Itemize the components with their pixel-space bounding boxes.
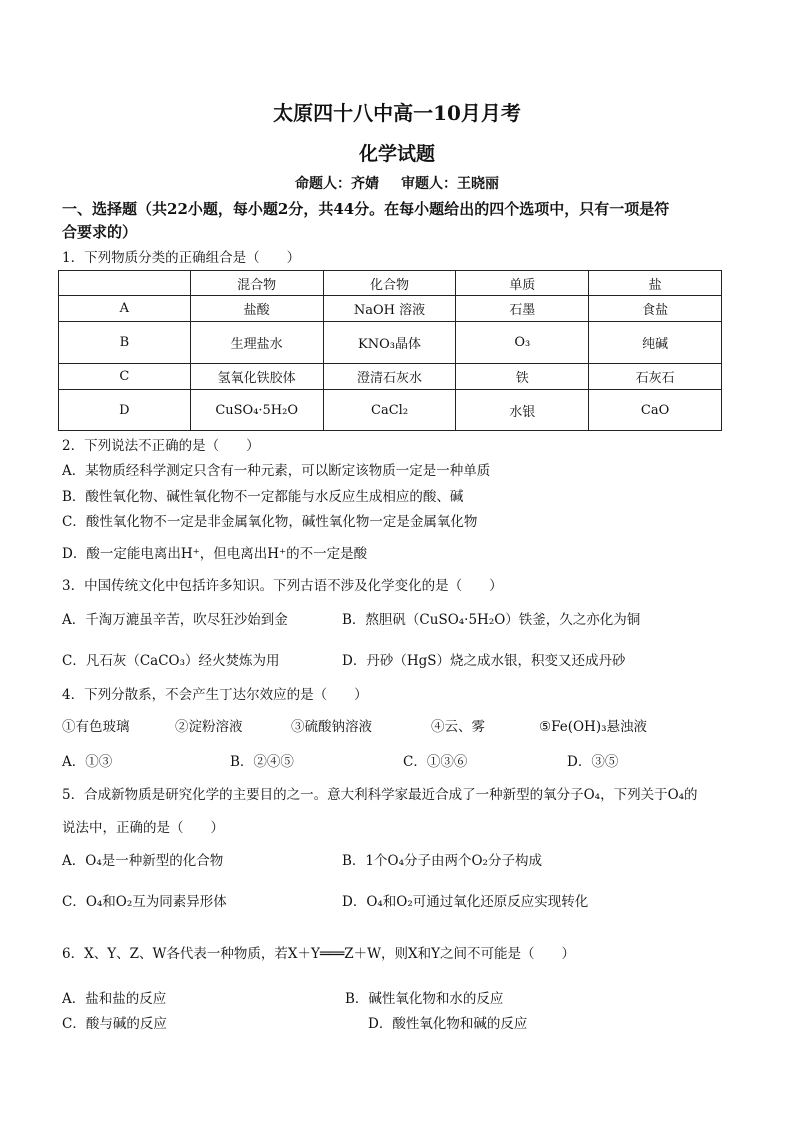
q6-option-c: C．酸与碱的反应 xyxy=(62,1016,167,1032)
q1-classification-table xyxy=(58,270,722,431)
table-cell: NaOH 溶液 xyxy=(323,296,456,322)
q3-stem: 3．中国传统文化中包括许多知识。下列古语不涉及化学变化的是（ ） xyxy=(62,578,503,594)
q2-stem: 2．下列说法不正确的是（ ） xyxy=(62,438,260,454)
table-row xyxy=(59,322,722,364)
table-cell: 石灰石 xyxy=(589,364,722,390)
table-cell: A xyxy=(59,296,191,322)
q5-option-b: B．1个O₄分子由两个O₂分子构成 xyxy=(342,853,542,869)
table-cell: CaCl₂ xyxy=(323,390,456,431)
table-cell: CaO xyxy=(589,390,722,431)
author-line xyxy=(0,173,794,193)
q3-option-c: C．凡石灰（CaCO₃）经火焚炼为用 xyxy=(62,653,280,669)
table-cell: D xyxy=(59,390,191,431)
reviewer-name: 王晓丽 xyxy=(457,176,499,192)
q5-option-d: D．O₄和O₂可通过氧化还原反应实现转化 xyxy=(342,894,589,910)
q4-item: ③硫酸钠溶液 xyxy=(291,719,372,735)
q6-stem: 6．X、Y、Z、W各代表一种物质，若X＋Y═══Z＋W，则X和Y之间不可能是（ ） xyxy=(62,946,576,962)
table-row xyxy=(59,364,722,390)
exam-title: 太原四十八中高一10月月考 xyxy=(273,101,521,125)
q4-option-a: A．①③ xyxy=(62,754,113,770)
table-cell: 生理盐水 xyxy=(190,322,323,364)
table-header-cell xyxy=(59,271,191,296)
table-header-row xyxy=(59,271,722,296)
table-cell: 铁 xyxy=(456,364,589,390)
q4-item: ④云、雾 xyxy=(431,719,485,735)
q4-item: ②淀粉溶液 xyxy=(175,719,243,735)
table-cell: O₃ xyxy=(456,322,589,364)
q4-item: ⑤Fe(OH)₃悬浊液 xyxy=(539,719,648,735)
table-cell: 氢氧化铁胶体 xyxy=(190,364,323,390)
q4-option-b: B．②④⑤ xyxy=(230,754,294,770)
section-heading xyxy=(62,198,742,244)
section-heading-line1: 一、选择题（共22小题，每小题2分，共44分。在每小题给出的四个选项中，只有一项是符 xyxy=(62,200,670,218)
table-cell: 澄清石灰水 xyxy=(323,364,456,390)
table-cell: 纯碱 xyxy=(589,322,722,364)
table-header-cell: 盐 xyxy=(589,271,722,296)
q2-option-d: D．酸一定能电离出H⁺，但电离出H⁺的不一定是酸 xyxy=(62,546,368,562)
table-cell: CuSO₄·5H₂O xyxy=(190,390,323,431)
table-cell: 盐酸 xyxy=(190,296,323,322)
q4-option-d: D．③⑤ xyxy=(567,754,619,770)
exam-subtitle: 化学试题 xyxy=(358,143,435,165)
reviewer-label: 审题人： xyxy=(401,176,457,192)
q6-option-a: A．盐和盐的反应 xyxy=(62,991,167,1007)
table-cell: C xyxy=(59,364,191,390)
q4-option-c: C．①③⑥ xyxy=(403,754,468,770)
author-label: 命题人： xyxy=(295,176,351,192)
q2-option-a: A．某物质经科学测定只含有一种元素，可以断定该物质一定是一种单质 xyxy=(62,463,491,479)
table-header-cell: 单质 xyxy=(456,271,589,296)
table-header-cell: 化合物 xyxy=(323,271,456,296)
q3-option-a: A．千淘万漉虽辛苦，吹尽狂沙始到金 xyxy=(62,612,288,628)
table-cell: 石墨 xyxy=(456,296,589,322)
author-name: 齐婧 xyxy=(351,176,379,192)
q5-option-a: A．O₄是一种新型的化合物 xyxy=(62,853,224,869)
q6-option-d: D．酸性氧化物和碱的反应 xyxy=(368,1016,528,1032)
q4-item: ①有色玻璃 xyxy=(62,719,130,735)
table-cell: 水银 xyxy=(456,390,589,431)
q5-option-c: C．O₄和O₂互为同素异形体 xyxy=(62,894,227,910)
q2-option-c: C．酸性氧化物不一定是非金属氧化物，碱性氧化物一定是金属氧化物 xyxy=(62,514,478,530)
table-row xyxy=(59,390,722,431)
q2-option-b: B．酸性氧化物、碱性氧化物不一定都能与水反应生成相应的酸、碱 xyxy=(62,489,464,505)
section-heading-line2: 合要求的） xyxy=(62,223,138,241)
q3-option-b: B．熬胆矾（CuSO₄·5H₂O）铁釜，久之亦化为铜 xyxy=(342,612,641,628)
table-header-cell: 混合物 xyxy=(190,271,323,296)
q5-stem-line1: 5．合成新物质是研究化学的主要目的之一。意大利科学家最近合成了一种新型的氧分子O₄，下列关于O₄的 xyxy=(62,787,698,803)
q1-stem: 1．下列物质分类的正确组合是（ ） xyxy=(62,250,301,266)
q4-stem: 4．下列分散系，不会产生丁达尔效应的是（ ） xyxy=(62,687,368,703)
q6-option-b: B．碱性氧化物和水的反应 xyxy=(345,991,504,1007)
table-cell: 食盐 xyxy=(589,296,722,322)
table-cell: KNO₃晶体 xyxy=(323,322,456,364)
table-cell: B xyxy=(59,322,191,364)
q5-stem-line2: 说法中，正确的是（ ） xyxy=(62,820,224,836)
table-row xyxy=(59,296,722,322)
q3-option-d: D．丹砂（HgS）烧之成水银，积变又还成丹砂 xyxy=(342,653,626,669)
